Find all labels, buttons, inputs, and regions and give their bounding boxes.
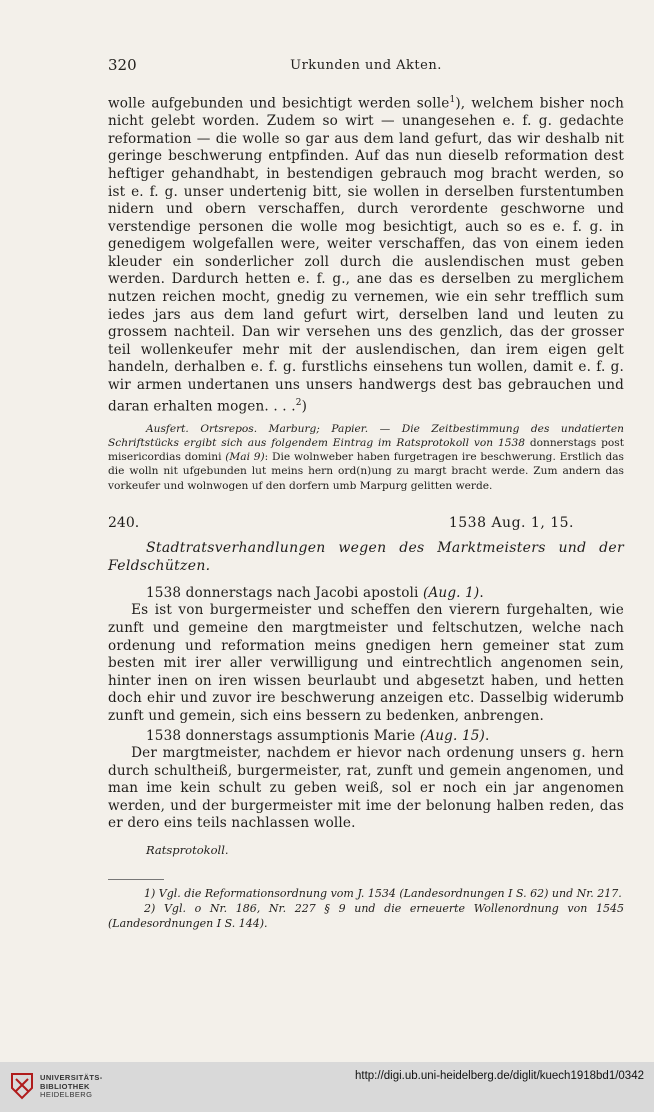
footnote-2: 2) Vgl. o Nr. 186, Nr. 227 § 9 und die erneuerte Wollenordnung von 1545 (Landesordnungen I S. 144). xyxy=(108,902,624,931)
entry-date-1: 1538 donnerstags nach Jacobi apostoli (Aug. 1). xyxy=(146,584,484,601)
opening-paragraph: wolle aufgebunden und besichtigt werden solle$^1$), welchem bisher noch nicht gelebt worden. Zudem so wirt — unangesehen e. f. g. gedachte reformation — die wolle so gar aus dem land gefurt, das wir deshalb nit geringe beschwerung entpfinden. Auf das nun dieselb reformation dest heftiger gehandhabt, in bestendigen gebrauch mog bracht werden, so ist e. f. g. unser undertenig bitt, sie wollen in derselben furstentumben nidern und obern verschaffen, durch verordente geschworne und verstendige personen die wolle mog besichtigt, auch so es e. f. g. in genedigem wolgefallen were, weiter verschaffen, das von einem ieden kleuder ein sonderlicher zoll durch die auslendischen must geben werden. Dardurch hetten e. f. g., ane das es derselben zu merglichem nutzen reichen mocht, gnedig zu vernemen, wie ein sehr trefflich sum iedes jars aus dem land gefurt wirt, derselben land und leuten zu grossem nachteil. Dan wir versehen uns des genzlich, das der grosser teil wollenkeufer mehr mit der auslendischen, dan irem eigen gelt handeln, derhalben e. f. g. furstlichs einsehens tun wollen, damit e. f. g. wir armen undertanen uns unsers handwergs dest bas gebrauchen und daran erhalten mogen. . . .$^2$) xyxy=(108,95,624,415)
document-number: 240. xyxy=(108,514,140,531)
running-title: Urkunden und Akten. xyxy=(290,58,442,73)
document-title: Stadtratsverhandlungen wegen des Marktmeisters und der Feldschützen. xyxy=(108,539,624,574)
footnote-ref-1[interactable]: 1 xyxy=(449,95,456,105)
university-seal-icon xyxy=(8,1072,36,1100)
entry-paragraph-1: Es ist von burgermeister und scheffen den vierern furgehalten, wie zunft und gemeine den margtmeister und feltschutzen, welche nach ordenung und reformation meins gnedigen hern gemeiner stat zum besten mit irer aller verwilligung und eintrechtlich angenomen sein, hinter inen on iren wissen beurlaubt und abgesetzt haben, und hetten doch ehir und zuvor ire beschwerung anzeigen etc. Dasselbig widerumb zunft und gemein, sich eins bessern zu bedenken, anbrengen. xyxy=(108,602,624,724)
page-number: 320 xyxy=(108,56,137,74)
footnote-1: 1) Vgl. die Reformationsordnung vom J. 1534 (Landesordnungen I S. 62) und Nr. 217. xyxy=(144,887,622,901)
document-date: 1538 Aug. 1, 15. xyxy=(448,514,574,531)
source-citation: Ratsprotokoll. xyxy=(146,843,229,858)
footnote-ref-2[interactable]: 2 xyxy=(295,397,302,408)
library-name: UNIVERSITÄTS- BIBLIOTHEK HEIDELBERG xyxy=(40,1073,103,1099)
document-heading xyxy=(108,515,624,535)
entry-date-2: 1538 donnerstags assumptionis Marie (Aug. 15). xyxy=(146,727,490,744)
footnotes xyxy=(108,886,624,931)
page-header xyxy=(108,56,624,78)
permalink-url[interactable]: http://digi.ub.uni-heidelberg.de/diglit/kuech1918bd1/0342 xyxy=(355,1070,644,1082)
entry-paragraph-2: Der margtmeister, nachdem er hievor nach ordenung unsers g. hern durch schultheiß, burgermeister, rat, zunft und gemein angenomen, und man ime kein schult zu geben weiß, sol er noch ein jar angenomen werden, und der burgermeister mit ime der belonung halben reden, das er dero eins teils nachlassen wolle. xyxy=(108,745,624,832)
editorial-note: Ausfert. Ortsrepos. Marburg; Papier. — Die Zeitbestimmung des undatierten Schriftstücks ergibt sich aus folgendem Eintrag im Ratsprotokoll von 1538 donnerstags post misericordias domini (Mai 9): Die wolnweber haben furgetragen ire beschwerung. Erstlich das die wolln nit ufgebunden lut meins hern ord(n)ung zu margt bracht werde. Zum andern das vorkeufer und wolnwogen uf den dorfern umb Marpurg gelitten werde. xyxy=(108,422,624,492)
footnote-divider xyxy=(108,879,164,880)
page-body xyxy=(108,92,624,931)
viewer-footer xyxy=(0,1062,654,1112)
